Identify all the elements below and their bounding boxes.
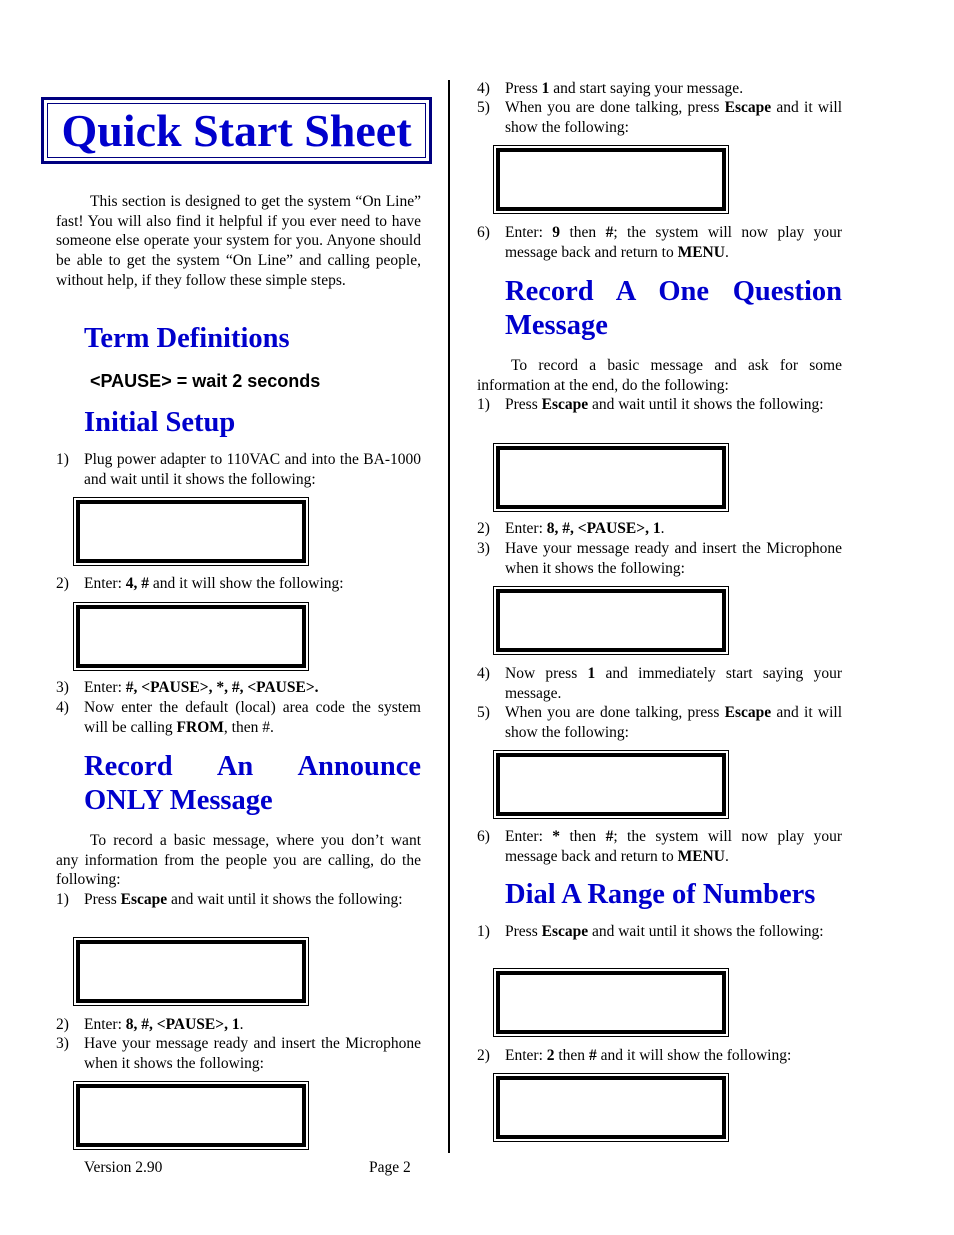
list-item: 1) Press Escape and wait until it shows the following: xyxy=(477,396,824,413)
lcd-display xyxy=(76,1084,306,1147)
pause-definition: <PAUSE> = wait 2 seconds xyxy=(90,371,321,391)
announce-intro: To record a basic message, where you don’t want any information from the people you are calling, do the following: xyxy=(56,832,421,889)
announce-only-heading-line1: Record An Announce xyxy=(84,751,421,782)
dial-range-heading: Dial A Range of Numbers xyxy=(505,879,816,910)
list-item: 1) Press Escape and wait until it shows the following: xyxy=(477,923,824,940)
column-divider xyxy=(448,80,450,1153)
list-item: 1) Plug power adapter to 110VAC and into the BA-1000 and wait until it shows the following: xyxy=(56,451,421,488)
lcd-display xyxy=(496,753,726,816)
lcd-display xyxy=(76,940,306,1003)
intro-paragraph: This section is designed to get the system “On Line” fast! You will also find it helpful if you ever need to have someone else operate your system for you. Anyone should be able to get the system “On Line” and calling people, without help, if they follow these simple steps. xyxy=(56,193,421,289)
lcd-display xyxy=(496,1076,726,1139)
list-item: 4) Now press 1 and immediately start saying your message. xyxy=(477,665,842,702)
initial-setup-heading: Initial Setup xyxy=(84,407,236,438)
lcd-display xyxy=(496,148,726,211)
list-item: 2) Enter: 8, #, <PAUSE>, 1. xyxy=(56,1016,244,1033)
list-item: 2) Enter: 8, #, <PAUSE>, 1. xyxy=(477,520,665,537)
one-question-intro: To record a basic message and ask for some information at the end, do the following: xyxy=(477,357,842,394)
list-item: 6) Enter: 9 then #; the system will now play your message back and return to MENU. xyxy=(477,224,843,261)
list-item: 3) Have your message ready and insert the Microphone when it shows the following: xyxy=(56,1035,421,1072)
list-item: 1) Press Escape and wait until it shows the following: xyxy=(56,891,403,908)
list-item: 5) When you are done talking, press Escape and it will show the following: xyxy=(477,704,842,741)
one-question-heading-line1: Record A One Question xyxy=(505,276,842,307)
list-item: 3) Enter: #, <PAUSE>, *, #, <PAUSE>. xyxy=(56,679,319,696)
one-question-heading-line2: Message xyxy=(505,310,608,341)
lcd-display xyxy=(76,605,306,668)
list-item: 5) When you are done talking, press Escape and it will show the following: xyxy=(477,99,842,136)
title-box xyxy=(41,97,432,164)
list-item: 4) Press 1 and start saying your message. xyxy=(477,80,744,97)
page-title: Quick Start Sheet xyxy=(61,104,412,156)
announce-only-heading-line2: ONLY Message xyxy=(84,785,273,816)
list-item: 6) Enter: * then #; the system will now play your message back and return to MENU. xyxy=(477,828,843,865)
lcd-display xyxy=(496,971,726,1034)
list-item: 4) Now enter the default (local) area code the system will be calling FROM, then #. xyxy=(56,699,421,736)
list-item: 3) Have your message ready and insert the Microphone when it shows the following: xyxy=(477,540,842,577)
lcd-display xyxy=(496,589,726,652)
footer-version: Version 2.90 xyxy=(84,1159,163,1176)
lcd-display xyxy=(496,446,726,509)
footer-page: Page 2 xyxy=(369,1159,411,1176)
list-item: 2) Enter: 4, # and it will show the following: xyxy=(56,575,344,592)
list-item: 2) Enter: 2 then # and it will show the following: xyxy=(477,1047,792,1064)
term-definitions-heading: Term Definitions xyxy=(84,323,290,354)
lcd-display xyxy=(76,500,306,563)
